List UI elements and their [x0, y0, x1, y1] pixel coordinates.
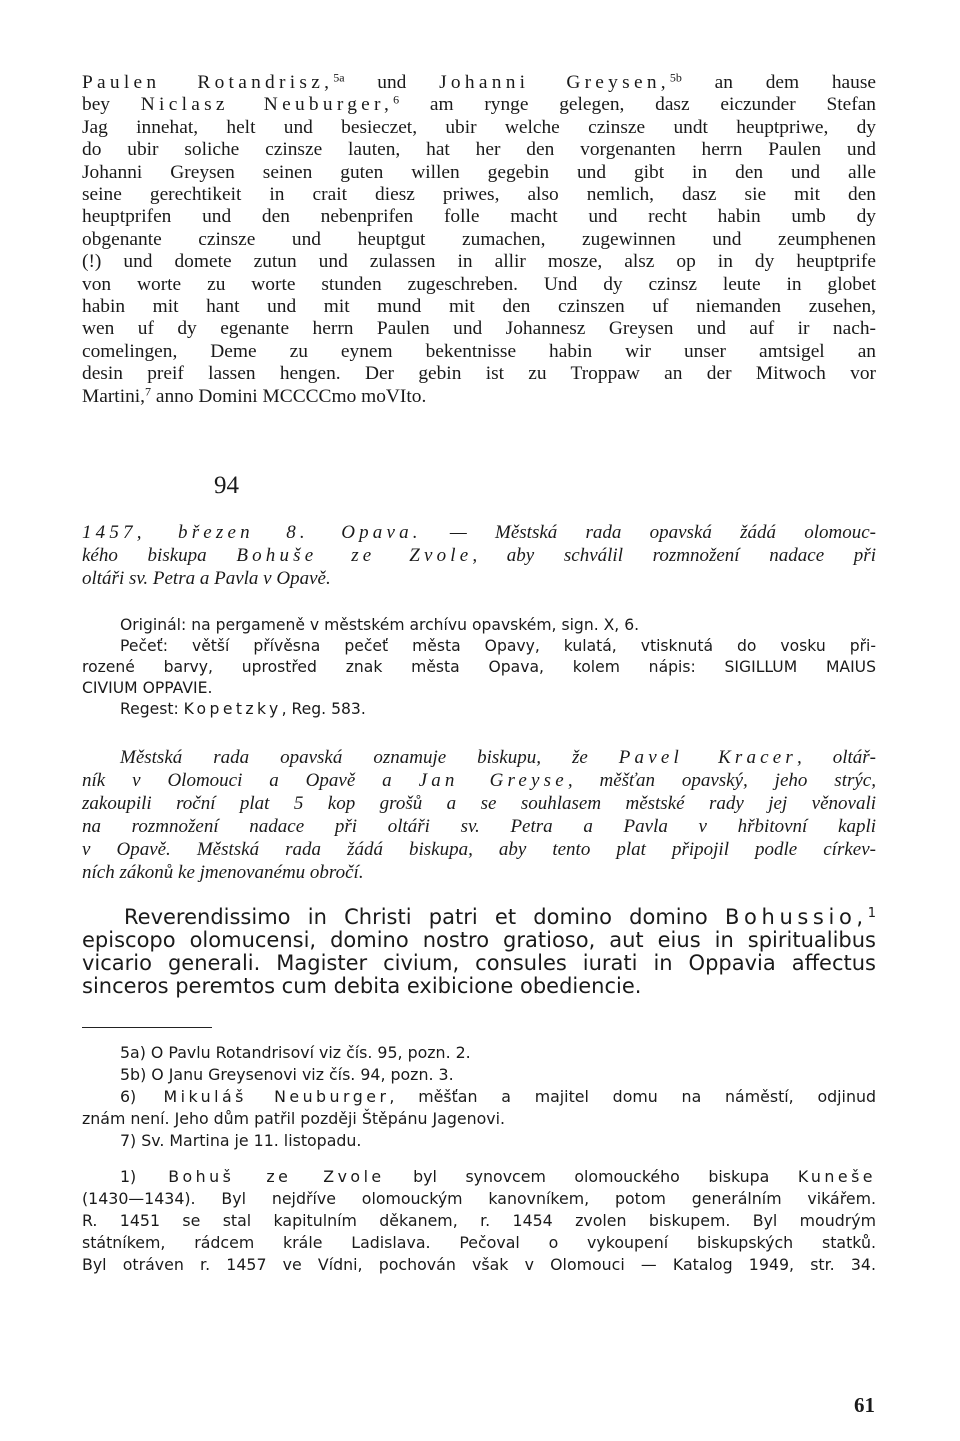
text-line: Paulen Rotandrisz,$^{5a}$ und Johanni Greysen,$^{5b}$ an dem hause	[82, 70, 876, 93]
latin-text	[82, 906, 876, 998]
footnote-continued: (1430—1434). Byl nejdříve olomouckým kanovníkem, potom generálním vikářem.	[82, 1189, 876, 1208]
footnote-ref: 5b	[669, 70, 682, 85]
footnote-gap	[82, 1152, 876, 1166]
regest-line: zakoupili roční plat 5 kop grošů a se souhlasem městské rady jej věnovali	[82, 793, 876, 814]
footnote: 6) Mikuláš Neuburger, měšťan a majitel domu na náměstí, odjinud	[120, 1087, 876, 1106]
charter-text-continued	[82, 72, 876, 408]
footnote-continued: R. 1451 se stal kapitulním děkanem, r. 1454 zvolen biskupem. Byl moudrým	[82, 1211, 876, 1230]
text-line: bey Niclasz Neuburger,$^6$ am rynge gelegen, dasz eiczunder Stefan	[82, 92, 876, 116]
text-line: Martini,$^7$ anno Domini MCCCCmo moVIto.	[82, 384, 427, 407]
regest-line: v Opavě. Městská rada žádá biskupa, aby tento plat připojil podle církev-	[82, 839, 876, 860]
footnote: 5a) O Pavlu Rotandrisoví viz čís. 95, pozn. 2.	[120, 1043, 471, 1062]
footnote: 5b) O Janu Greysenovi viz čís. 94, pozn. 3.	[120, 1065, 454, 1084]
footnote-continued: znám není. Jeho dům patřil později Štěpánu Jagenovi.	[82, 1109, 506, 1128]
footnote: 1) Bohuš ze Zvole byl synovcem olomouckého biskupa Kuneše	[120, 1167, 876, 1186]
source-line: rozené barvy, uprostřed znak města Opava, kolem nápis: SIGILLUM MAIUS	[82, 658, 876, 676]
regest-summary	[82, 746, 876, 884]
footnote-ref: 6	[393, 92, 400, 107]
text-line: heuptprifen und den nebenprifen folle macht und recht habin umb dy	[82, 206, 876, 228]
latin-line: vicario generali. Magister civium, consules iurati in Oppavia affectus	[82, 951, 876, 975]
text-line: Johanni Greysen seinen guten willen gegebin und gibt in den und alle	[82, 161, 876, 183]
document-heading	[82, 521, 876, 590]
footnote-continued: státníkem, rádcem krále Ladislava. Pečoval o vykoupení biskupských statků.	[82, 1233, 876, 1252]
text-line: Jag innehat, helt und besieczet, ubir welche czinsze undt heuptpriwe, dy	[82, 116, 876, 138]
source-line: CIVIUM OPPAVIE.	[82, 679, 213, 697]
text-line: von worte zu worte stunden zugeschreben. Und dy czinsz leute in globet	[82, 273, 876, 295]
latin-line: episcopo olomucensi, domino nostro gratioso, aut eius in spiritualibus	[82, 928, 876, 952]
source-line: Regest: Kopetzky, Reg. 583.	[120, 700, 366, 718]
footnote-divider	[82, 1027, 212, 1028]
footnote-ref: 5a	[333, 70, 345, 85]
source-description	[82, 615, 876, 720]
page-number: 61	[854, 1393, 875, 1417]
regest-line: ník v Olomouci a Opavě a Jan Greyse, měšťan opavský, jeho strýc,	[82, 770, 876, 791]
source-line: Pečeť: větší přívěsna pečeť města Opavy, kulatá, vtisknutá do vosku při-	[120, 637, 876, 655]
regest-line: ních zákonů ke jmenovanému obročí.	[82, 862, 364, 883]
latin-line: Reverendissimo in Christi patri et domino domino Bohussio,$^1$	[124, 905, 876, 929]
footnote: 7) Sv. Martina je 11. listopadu.	[120, 1131, 362, 1150]
text-line: habin mit hant und mit mund mit den czinszen uf niemanden zusehen,	[82, 296, 876, 318]
heading-line: oltáři sv. Petra a Pavla v Opavě.	[82, 568, 331, 589]
footnotes	[82, 1042, 876, 1276]
regest-line: Městská rada opavská oznamuje biskupu, že Pavel Kracer, oltář-	[120, 747, 876, 768]
document-number: 94	[214, 472, 239, 499]
heading-line: 1457, březen 8. Opava. — Městská rada opavská žádá olomouc-	[82, 522, 876, 543]
text-line: desin preif lassen hengen. Der gebin ist zu Troppaw an der Mitwoch vor	[82, 363, 876, 385]
text-line: wen uf dy egenante herrn Paulen und Johannesz Greysen und auf ir nach-	[82, 318, 876, 340]
footnote-ref: 7	[145, 384, 152, 399]
heading-line: kého biskupa Bohuše ze Zvole, aby schválil rozmnožení nadace při	[82, 545, 876, 566]
latin-line: sinceros peremtos cum debita exibicione obediencie.	[82, 974, 642, 998]
text-line: (!) und domete zutun und zulassen in allir mosze, alsz op in dy heuptprife	[82, 251, 876, 273]
text-line: do ubir soliche czinsze lauten, hat her den vorgenanten herrn Paulen und	[82, 139, 876, 161]
footnote-continued: Byl otráven r. 1457 ve Vídni, pochován však v Olomouci — Katalog 1949, str. 34.	[82, 1255, 876, 1274]
regest-line: na rozmnožení nadace při oltáři sv. Petra a Pavla v hřbitovní kapli	[82, 816, 876, 837]
source-line: Originál: na pergameně v městském archívu opavském, sign. X, 6.	[120, 616, 640, 634]
text-line: seine gerechtikeit in crait diesz priwes, also nemlich, dasz sie mit den	[82, 184, 876, 206]
text-line: obgenante czinsze und heuptgut zumachen, zugewinnen und zeumphenen	[82, 228, 876, 250]
footnote-ref: 1	[867, 905, 876, 921]
text-line: comelingen, Deme zu eynem bekentnisse habin wir unser amtsigel an	[82, 340, 876, 362]
